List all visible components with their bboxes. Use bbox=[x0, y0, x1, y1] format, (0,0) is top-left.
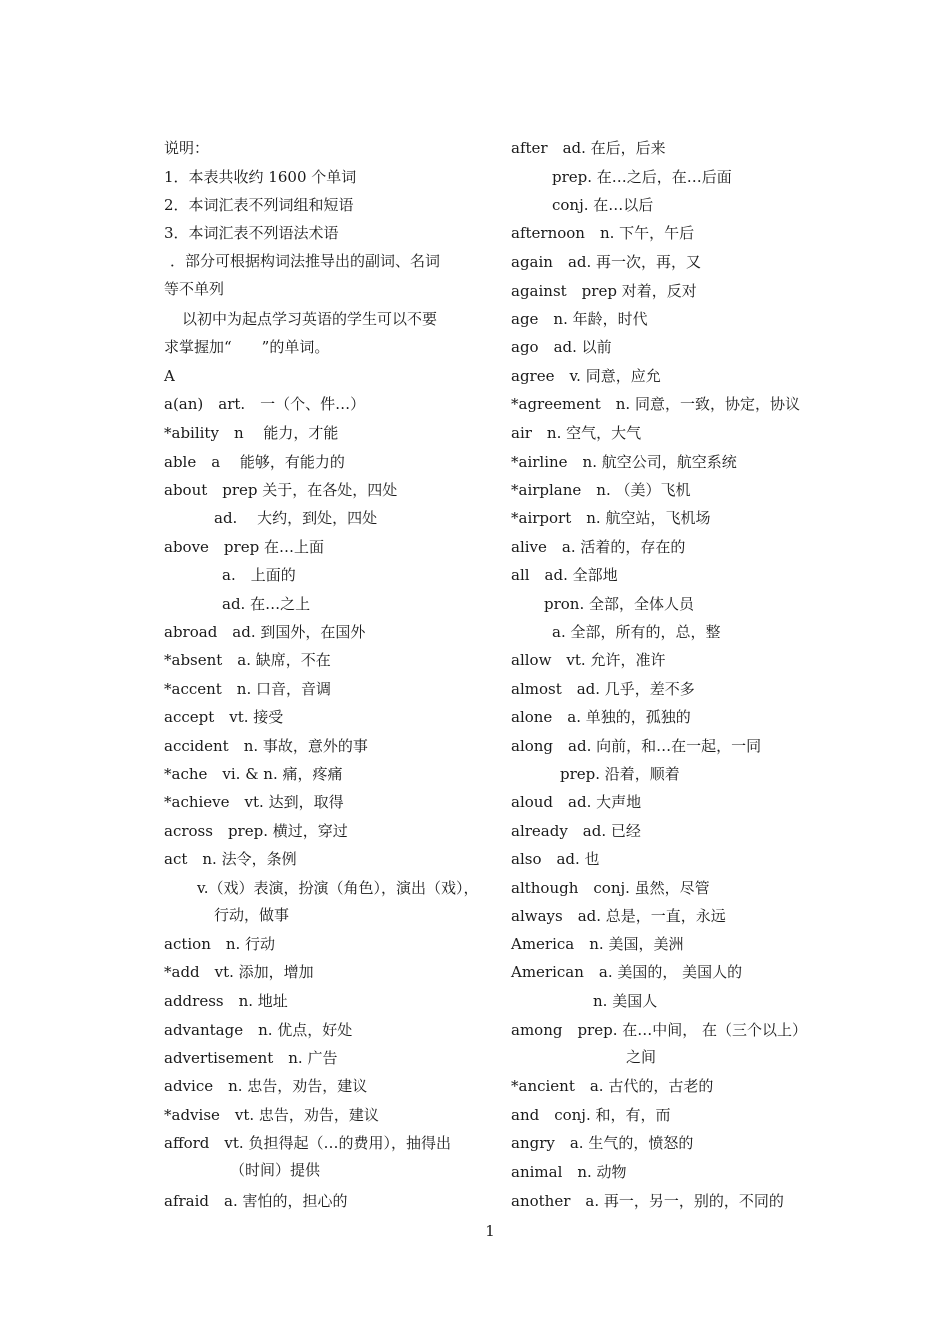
vocab-line: 行动，做事 bbox=[214, 906, 290, 924]
vocab-line: pron. 全部，全体人员 bbox=[544, 595, 695, 613]
vocab-line: allow vt. 允许，准许 bbox=[511, 651, 666, 669]
vocab-line: 3．本词汇表不列语法术语 bbox=[164, 224, 339, 242]
vocab-line: 等不单列 bbox=[164, 280, 225, 298]
vocab-line: afford vt. 负担得起（…的费用），抽得出 bbox=[164, 1134, 451, 1152]
vocab-line: *absent a. 缺席，不在 bbox=[164, 651, 331, 669]
vocab-line: advice n. 忠告，劝告，建议 bbox=[164, 1077, 368, 1095]
vocab-line: prep. 在…之后，在…后面 bbox=[552, 168, 732, 186]
vocab-line: ad. 大约，到处，四处 bbox=[214, 509, 378, 527]
vocab-line: 1．本表共收约 1600 个单词 bbox=[164, 168, 357, 186]
vocab-line: alive a. 活着的，存在的 bbox=[511, 538, 686, 556]
vocab-line: ago ad. 以前 bbox=[511, 338, 612, 356]
vocab-line: another a. 再一，另一，别的，不同的 bbox=[511, 1192, 784, 1210]
vocab-line: animal n. 动物 bbox=[511, 1163, 627, 1181]
vocab-line: above prep 在…上面 bbox=[164, 538, 324, 556]
vocab-line: across prep. 横过，穿过 bbox=[164, 822, 348, 840]
vocab-line: （时间）提供 bbox=[230, 1161, 321, 1179]
vocab-line: a. 上面的 bbox=[222, 566, 296, 584]
vocab-line: able a 能够，有能力的 bbox=[164, 453, 345, 471]
vocab-line: again ad. 再一次，再，又 bbox=[511, 253, 702, 271]
vocab-line: *advise vt. 忠告，劝告，建议 bbox=[164, 1106, 379, 1124]
vocab-line: address n. 地址 bbox=[164, 992, 288, 1010]
vocab-line: agree v. 同意，应允 bbox=[511, 367, 661, 385]
vocab-line: A bbox=[164, 367, 175, 385]
vocab-line: angry a. 生气的，愤怒的 bbox=[511, 1134, 694, 1152]
vocab-line: against prep 对着，反对 bbox=[511, 282, 697, 300]
vocab-line: 求掌握加“ ”的单词。 bbox=[164, 338, 330, 356]
vocab-line: conj. 在…以后 bbox=[552, 196, 654, 214]
vocab-line: 之间 bbox=[626, 1048, 657, 1066]
vocab-line: almost ad. 几乎，差不多 bbox=[511, 680, 695, 698]
vocab-line: all ad. 全部地 bbox=[511, 566, 618, 584]
vocab-line: afternoon n. 下午，午后 bbox=[511, 224, 695, 242]
vocab-line: after ad. 在后，后来 bbox=[511, 139, 666, 157]
vocab-line: among prep. 在…中间， 在（三个以上） bbox=[511, 1021, 808, 1039]
vocab-line: *airplane n. （美）飞机 bbox=[511, 481, 691, 499]
vocab-line: *add vt. 添加，增加 bbox=[164, 963, 314, 981]
vocab-line: n. 美国人 bbox=[593, 992, 658, 1010]
vocab-line: accept vt. 接受 bbox=[164, 708, 284, 726]
vocab-line: *agreement n. 同意，一致，协定，协议 bbox=[511, 395, 800, 413]
vocab-line: ad. 在…之上 bbox=[222, 595, 311, 613]
vocab-line: alone a. 单独的，孤独的 bbox=[511, 708, 691, 726]
vocab-line: already ad. 已经 bbox=[511, 822, 641, 840]
vocab-line: about prep 关于，在各处，四处 bbox=[164, 481, 398, 499]
vocab-line: advertisement n. 广告 bbox=[164, 1049, 338, 1067]
vocab-line: along ad. 向前，和…在一起，一同 bbox=[511, 737, 762, 755]
vocab-line: 以初中为起点学习英语的学生可以不要 bbox=[182, 310, 438, 328]
vocab-line: *airport n. 航空站，飞机场 bbox=[511, 509, 711, 527]
vocab-line: although conj. 虽然，尽管 bbox=[511, 879, 710, 897]
vocab-line: action n. 行动 bbox=[164, 935, 276, 953]
vocab-line: *ancient a. 古代的，古老的 bbox=[511, 1077, 714, 1095]
vocab-line: act n. 法令，条例 bbox=[164, 850, 297, 868]
vocab-line: a(an) art. 一（个、件…） bbox=[164, 395, 366, 413]
vocab-line: and conj. 和，有，而 bbox=[511, 1106, 671, 1124]
vocab-line: accident n. 事故，意外的事 bbox=[164, 737, 368, 755]
page-number: 1 bbox=[485, 1222, 495, 1240]
vocab-line: ．部分可根据构词法推导出的副词、名词 bbox=[170, 252, 441, 270]
vocab-line: 说明： bbox=[164, 139, 210, 157]
vocab-line: *airline n. 航空公司，航空系统 bbox=[511, 453, 737, 471]
vocab-line: *accent n. 口音，音调 bbox=[164, 680, 332, 698]
vocab-line: air n. 空气，大气 bbox=[511, 424, 642, 442]
vocab-line: aloud ad. 大声地 bbox=[511, 793, 642, 811]
vocab-line: *ability n 能力，才能 bbox=[164, 424, 339, 442]
vocab-line: *achieve vt. 达到，取得 bbox=[164, 793, 344, 811]
vocab-line: afraid a. 害怕的，担心的 bbox=[164, 1192, 348, 1210]
vocab-line: abroad ad. 到国外，在国外 bbox=[164, 623, 366, 641]
vocab-line: advantage n. 优点，好处 bbox=[164, 1021, 353, 1039]
vocab-line: American a. 美国的， 美国人的 bbox=[511, 963, 743, 981]
vocab-line: *ache vi. & n. 痛，疼痛 bbox=[164, 765, 343, 783]
vocab-line: v.（戏）表演，扮演（角色），演出（戏）， bbox=[197, 879, 479, 897]
vocab-line: 2．本词汇表不列词组和短语 bbox=[164, 196, 354, 214]
vocab-line: always ad. 总是，一直，永远 bbox=[511, 907, 726, 925]
vocab-line: America n. 美国，美洲 bbox=[511, 935, 684, 953]
vocab-line: age n. 年龄，时代 bbox=[511, 310, 648, 328]
vocab-line: prep. 沿着，顺着 bbox=[560, 765, 680, 783]
vocab-line: also ad. 也 bbox=[511, 850, 600, 868]
vocab-line: a. 全部，所有的，总，整 bbox=[552, 623, 721, 641]
